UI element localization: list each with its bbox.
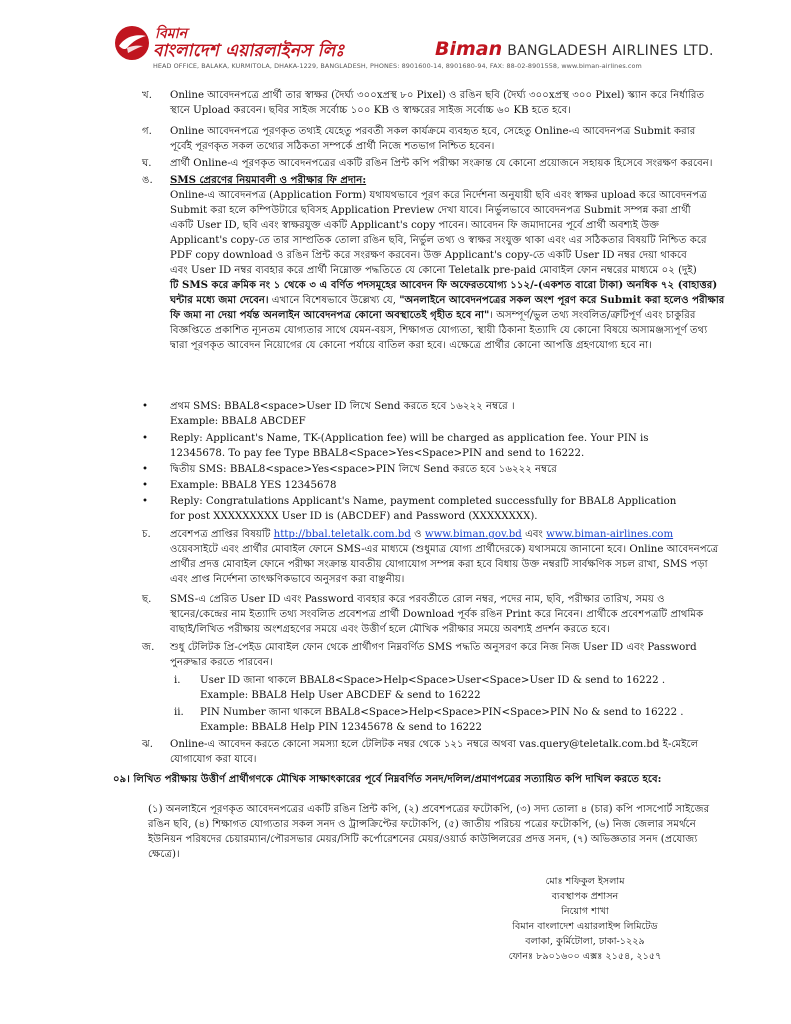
item-ga-line: Online আবেদনপত্রে পূরণকৃত তথ্যই যেহেতু পরবর্তী সকল কার্যক্রমে ব্যবহৃত হবে, সেহেতু Online-এ আবেদনপত্র Submit করার (170, 126, 696, 137)
sub-item-line: Example: BBAL8 Help User ABCDEF & send to 16222 (200, 690, 481, 701)
item-jha (170, 737, 698, 767)
bullet-line: for post XXXXXXXXX User ID is (ABCDEF) and Password (XXXXXXXX). (170, 511, 538, 522)
section-9-body (148, 802, 709, 862)
item-marker-chha: ছ. (142, 594, 152, 605)
sub-item-line: PIN Number জানা থাকলে BBAL8<Space>Help<Space>PIN<Space>PIN No & send to 16222 . (200, 707, 684, 718)
bullet-item (170, 494, 676, 524)
fee-tail-text: । অসম্পূর্ণ/ভুল তথ্য সংবলিত/ত্রুটিপূর্ণ এবং চাকুরির (489, 310, 696, 321)
bullet-marker: • (142, 496, 149, 507)
bullet-marker: • (142, 480, 149, 491)
item-marker-ja: জ. (142, 642, 155, 653)
bullet-line: Reply: Congratulations Applicant's Name, payment completed successfully for BBAL8 Application (170, 496, 677, 507)
bullet-item (170, 478, 336, 493)
item-uma-line: Applicant's copy-তে তার সাম্প্রতিক তোলা রঙিন ছবি, নির্ভুল তথ্য ও স্বাক্ষর সংযুক্ত থাকা এবং এর সঠিকতার বিষয়টি নিশ্চিত করে (170, 235, 707, 246)
item-kha (170, 88, 704, 118)
bullet-line: Reply: Applicant's Name, TK-(Application fee) will be charged as application fee. Your PIN is (170, 433, 649, 444)
item-chha (170, 592, 703, 637)
sub-item-line: Example: BBAL8 Help PIN 12345678 & send to 16222 (200, 722, 483, 733)
fee-instruction-line (170, 308, 724, 323)
bullet-line: দ্বিতীয় SMS: BBAL8<space>Yes<space>PIN লিখে Send করতে হবে ১৬২২২ নম্বরে (170, 464, 557, 475)
item-marker-cha: চ. (142, 529, 151, 540)
admit-card-intro: প্রবেশপত্র প্রাপ্তির বিষয়টি (170, 529, 274, 540)
submission-warning-text: "অনলাইনে আবেদনপত্রের সকল অংশ পূরণ করে Submit করা হলেও পরীক্ষার (399, 294, 725, 306)
item-ja-line: শুধু টেলিটক প্রি-পেইড মোবাইল ফোন থেকে প্রার্থীগণ নিম্নবর্ণিত SMS পদ্ধতি অনুসরণ করে নিজ নিজ User ID এবং Password (170, 642, 697, 653)
bullet-marker: • (142, 401, 149, 412)
bullet-marker: • (142, 433, 149, 444)
submission-warning-cont: ফি জমা না দেয়া পর্যন্ত অনলাইন আবেদনপত্র কোনো অবস্থাতেই গৃহীত হবে না" (170, 309, 490, 321)
section-9-marker: ০৯। (113, 773, 130, 785)
bullet-item (170, 431, 649, 461)
sub-marker-i: i. (174, 675, 181, 686)
item-marker-jha: ঝ. (142, 739, 153, 750)
item-uma-line: Online-এ আবেদনপত্র (Application Form) যথাযথভাবে পূরণ করে নির্দেশনা অনুযায়ী ছবি এবং স্বাক্ষর upload করে আবেদনপত্র (170, 190, 707, 201)
bullet-item (170, 462, 557, 477)
sub-item-line: User ID জানা থাকলে BBAL8<Space>Help<Space>User<Space>User ID & send to 16222 . (200, 675, 666, 686)
signatory-address: বলাকা, কুর্মিটোলা, ঢাকা-১২২৯ (525, 936, 645, 947)
item-uma-line: Submit করা হলে কম্পিউটারে ছবিসহ Application Preview দেখা যাবে। নির্ভুলভাবে আবেদনপত্র Submit সম্পন্ন করা প্রার্থী (170, 205, 691, 216)
sms-section-heading: SMS প্রেরণের নিয়মাবলী ও পরীক্ষার ফি প্রদান: (170, 174, 367, 186)
bullet-line: 12345678. To pay fee Type BBAL8<Space>Yes<Space>PIN and send to 16222. (170, 448, 585, 459)
section-9-heading-label: লিখিত পরীক্ষায় উত্তীর্ণ প্রার্থীগণকে মৌখিক সাক্ষাৎকারের পূর্বে নিম্নবর্ণিত সনদ/দলিল/প্রমাণপত্রের সত্যায়িত কপি দাখিল করতে হবে: (133, 773, 662, 785)
bullet-line: Example: BBAL8 ABCDEF (170, 416, 306, 427)
section-9-line: ইউনিয়ন পরিষদের চেয়ারম্যান/পৌরসভার মেয়র/সিটি কর্পোরেশনের মেয়র/ওয়ার্ড কাউন্সিলরের প্রদত্ত সনদ, (৭) অভিজ্ঞতার সনদ (প্রযোজ্য (148, 834, 698, 845)
item-uma-line: দ্বারা পূরণকৃত আবেদন নিয়োগের যে কোনো পর্যায়ে বাতিল করা হবে। এক্ষেত্রে প্রার্থীর কোনো আপত্তি গ্রহণযোগ্য হবে না। (170, 340, 652, 351)
bullet-item (170, 399, 515, 429)
item-gha-line: প্রার্থী Online-এ পূরণকৃত আবেদনপত্রের একটি রঙিন প্রিন্ট কপি পরীক্ষা সংক্রান্ত যে কোনো প্রয়োজনে সহায়ক হিসেবে সংরক্ষণ করবেন। (170, 158, 713, 169)
link-separator: এবং (521, 529, 547, 540)
item-marker-gha: ঘ. (142, 158, 152, 169)
item-uma-line: এবং User ID নম্বর ব্যবহার করে প্রার্থী নিম্নোক্ত পদ্ধতিতে যে কোনো Teletalk pre-paid মোবাইল ফোন নম্বরের মাধ্যমে ০২ (দুই) (170, 265, 697, 276)
item-uma-line: একটি User ID, ছবি এবং স্বাক্ষরযুক্ত একটি Applicant's copy পাবেন। আবেদন ফি জমাদানের পূর্বে প্রার্থী অবশ্যই উক্ত (170, 220, 660, 231)
item-ga-line: পূর্বেই পূরণকৃত সকল তথ্যের সঠিকতা সম্পর্কে প্রার্থী নিজে শতভাগ নিশ্চিত হবেন। (170, 141, 495, 152)
fee-instruction-bold: টি SMS করে ক্রমিক নং ১ থেকে ৩ এ বর্ণিত পদসমূহের আবেদন ফি অফেরতযোগ্য ১১২/-(একশত বারো টাকা) অনধিক ৭২ (বাহাত্তর) (170, 279, 718, 291)
biman-gov-link[interactable]: www.biman.gov.bd (424, 529, 522, 540)
item-cha-line: ওয়েবসাইটে এবং প্রার্থীর মোবাইল ফোনে SMS-এর মাধ্যমে (শুধুমাত্র যোগ্য প্রার্থীদেরকে) যথাসময়ে জানানো হবে। Online আবেদনপত্রে (170, 544, 719, 555)
bullet-line: Example: BBAL8 YES 12345678 (170, 480, 337, 491)
section-9-line: (১) অনলাইনে পূরণকৃত আবেদনপত্রের একটি রঙিন প্রিন্ট কপি, (২) প্রবেশপত্রের ফটোকপি, (৩) সদ্য তোলা ৪ (চার) কপি পাসপোর্ট সাইজের (148, 804, 710, 815)
item-marker-uma: ঙ. (142, 175, 153, 186)
item-gha (170, 156, 713, 171)
item-chha-line: বাছাই/লিখিত পরীক্ষায় অংশগ্রহণের সময়ে এবং উত্তীর্ণ হলে মৌখিক পরীক্ষার সময়ে অবশ্যই প্রদর্শন করতে হবে। (170, 624, 610, 635)
item-marker-kha: খ. (142, 90, 152, 101)
item-cha (170, 527, 718, 587)
note-intro-text: এখানে বিশেষভাবে উল্লেখ্য যে, (268, 295, 400, 306)
item-jha-line: যোগাযোগ করা যাবে। (170, 754, 257, 765)
letterhead-address: HEAD OFFICE, BALAKA, KURMITOLA, DHAKA-1229, BANGLADESH, PHONES: 8901600-14, 8901680-94, FAX: 88-02-8901558, www.biman-airlines.com (153, 62, 642, 70)
letterhead-bangla-line1: বিমান (155, 26, 187, 42)
biman-logo-icon (113, 24, 151, 62)
item-uma-line: PDF copy download ও রঙিন প্রিন্ট করে সংরক্ষণ করবেন। উক্ত Applicant's copy-তে একটি User ID নম্বর দেয়া থাকবে (170, 250, 687, 261)
item-uma (170, 173, 724, 353)
section-9-line: ক্ষেত্রে)। (148, 849, 180, 860)
item-chha-line: স্থানের/কেন্দ্রের নাম ইত্যাদি তথ্য সংবলিত প্রবেশপত্র প্রার্থী Download পূর্বক রঙিন Print করে নিবেন। প্রার্থীকে প্রবেশপত্রটি প্রাথমিক (170, 609, 704, 620)
item-uma-line: বিজ্ঞপ্তিতে প্রকাশিত ন্যূনতম যোগ্যতার সাথে যেমন-বয়স, শিক্ষাগত যোগ্যতা, স্থায়ী ঠিকানা ইত্যাদি যে কোনো বিষয়ে অসামঞ্জস্যপূর্ণ তথ্য (170, 325, 708, 336)
letterhead-english-name (435, 38, 714, 60)
item-cha-line: এবং প্রাপ্ত নির্দেশনা তাৎক্ষণিকভাবে অনুসরণ করা বাঞ্ছনীয়। (170, 574, 405, 585)
teletalk-link[interactable]: http://bbal.teletalk.com.bd (273, 529, 411, 540)
section-9-heading (113, 772, 661, 787)
biman-airlines-link[interactable]: www.biman-airlines.com (546, 529, 674, 540)
item-cha-line (170, 527, 718, 542)
signature-block (470, 874, 700, 964)
bullet-line: প্রথম SMS: BBAL8<space>User ID লিখে Send করতে হবে ১৬২২২ নম্বরে । (170, 401, 515, 412)
section-9-heading-text (113, 772, 661, 787)
link-separator: ও (410, 529, 425, 540)
item-kha-line: Online আবেদনপত্রে প্রার্থী তার স্বাক্ষর (দৈর্ঘ্য ৩০০xপ্রস্থ ৮০ Pixel) ও রঙিন ছবি (দৈর্ঘ্য ৩০০xপ্রস্থ ৩০০ Pixel) স্ক্যান করে নির্ধারিত (170, 90, 705, 101)
signatory-designation: ব্যবস্থাপক প্রশাসন (551, 891, 619, 902)
item-ja-line: পুনরুদ্ধার করতে পারবেন। (170, 657, 273, 668)
letterhead-bangla-line2: বাংলাদেশ এয়ারলাইনস লিঃ (153, 41, 345, 61)
item-jha-line: Online-এ আবেদন করতে কোনো সমস্যা হলে টেলিটক নম্বর থেকে ১২১ নম্বরে অথবা vas.query@teletalk.com.bd ই-মেইলে (170, 739, 699, 750)
bullet-marker: • (142, 464, 149, 475)
item-cha-line: প্রার্থীর প্রদত্ত মোবাইল ফোনে পরীক্ষা সংক্রান্ত যাবতীয় যোগাযোগ সম্পন্ন করা হবে বিধায় উক্ত নম্বরটি সার্বক্ষণিক সচল রাখা, SMS পড়া (170, 559, 708, 570)
signatory-phone: ফোনঃ ৮৯০১৬০০ এক্সঃ ২১৫৪, ২১৫৭ (508, 951, 662, 962)
item-ja (170, 640, 697, 670)
fee-deadline-text: ঘন্টার মধ্যে জমা দেবেন। (170, 294, 269, 306)
item-kha-line: স্থানে Upload করবেন। ছবির সাইজ সর্বোচ্চ ১০০ KB ও স্বাক্ষরের সাইজ সর্বোচ্চ ৬০ KB হতে হবে। (170, 105, 571, 116)
item-marker-ga: গ. (142, 126, 152, 137)
letterhead-bangladesh-airlines: BANGLADESH AIRLINES LTD. (507, 43, 714, 59)
fee-instruction-line (170, 293, 724, 308)
item-ga (170, 124, 695, 154)
signatory-organization: বিমান বাংলাদেশ এয়ারলাইন্স লিমিটেড (512, 921, 658, 932)
signatory-section: নিয়োগ শাখা (561, 906, 609, 917)
section-9-line: রঙিন ছবি, (৪) শিক্ষাগত যোগ্যতার সকল সনদ ও ট্রান্সক্রিপ্টের ফটোকপি, (৫) জাতীয় পরিচয় পত্রের ফটোকপি, (৬) নিজ জেলার সমর্থনে (148, 819, 696, 830)
letterhead (113, 18, 713, 76)
letterhead-biman: Biman (435, 38, 503, 60)
sub-item-ii (200, 705, 684, 735)
item-chha-line: SMS-এ প্রেরিত User ID এবং Password ব্যবহার করে পরবর্তীতে রোল নম্বর, পদের নাম, ছবি, পরীক্ষার তারিখ, সময় ও (170, 594, 665, 605)
sub-item-i (200, 673, 665, 703)
sub-marker-ii: ii. (174, 707, 184, 718)
signatory-name: মোঃ শফিকুল ইসলাম (545, 876, 625, 887)
